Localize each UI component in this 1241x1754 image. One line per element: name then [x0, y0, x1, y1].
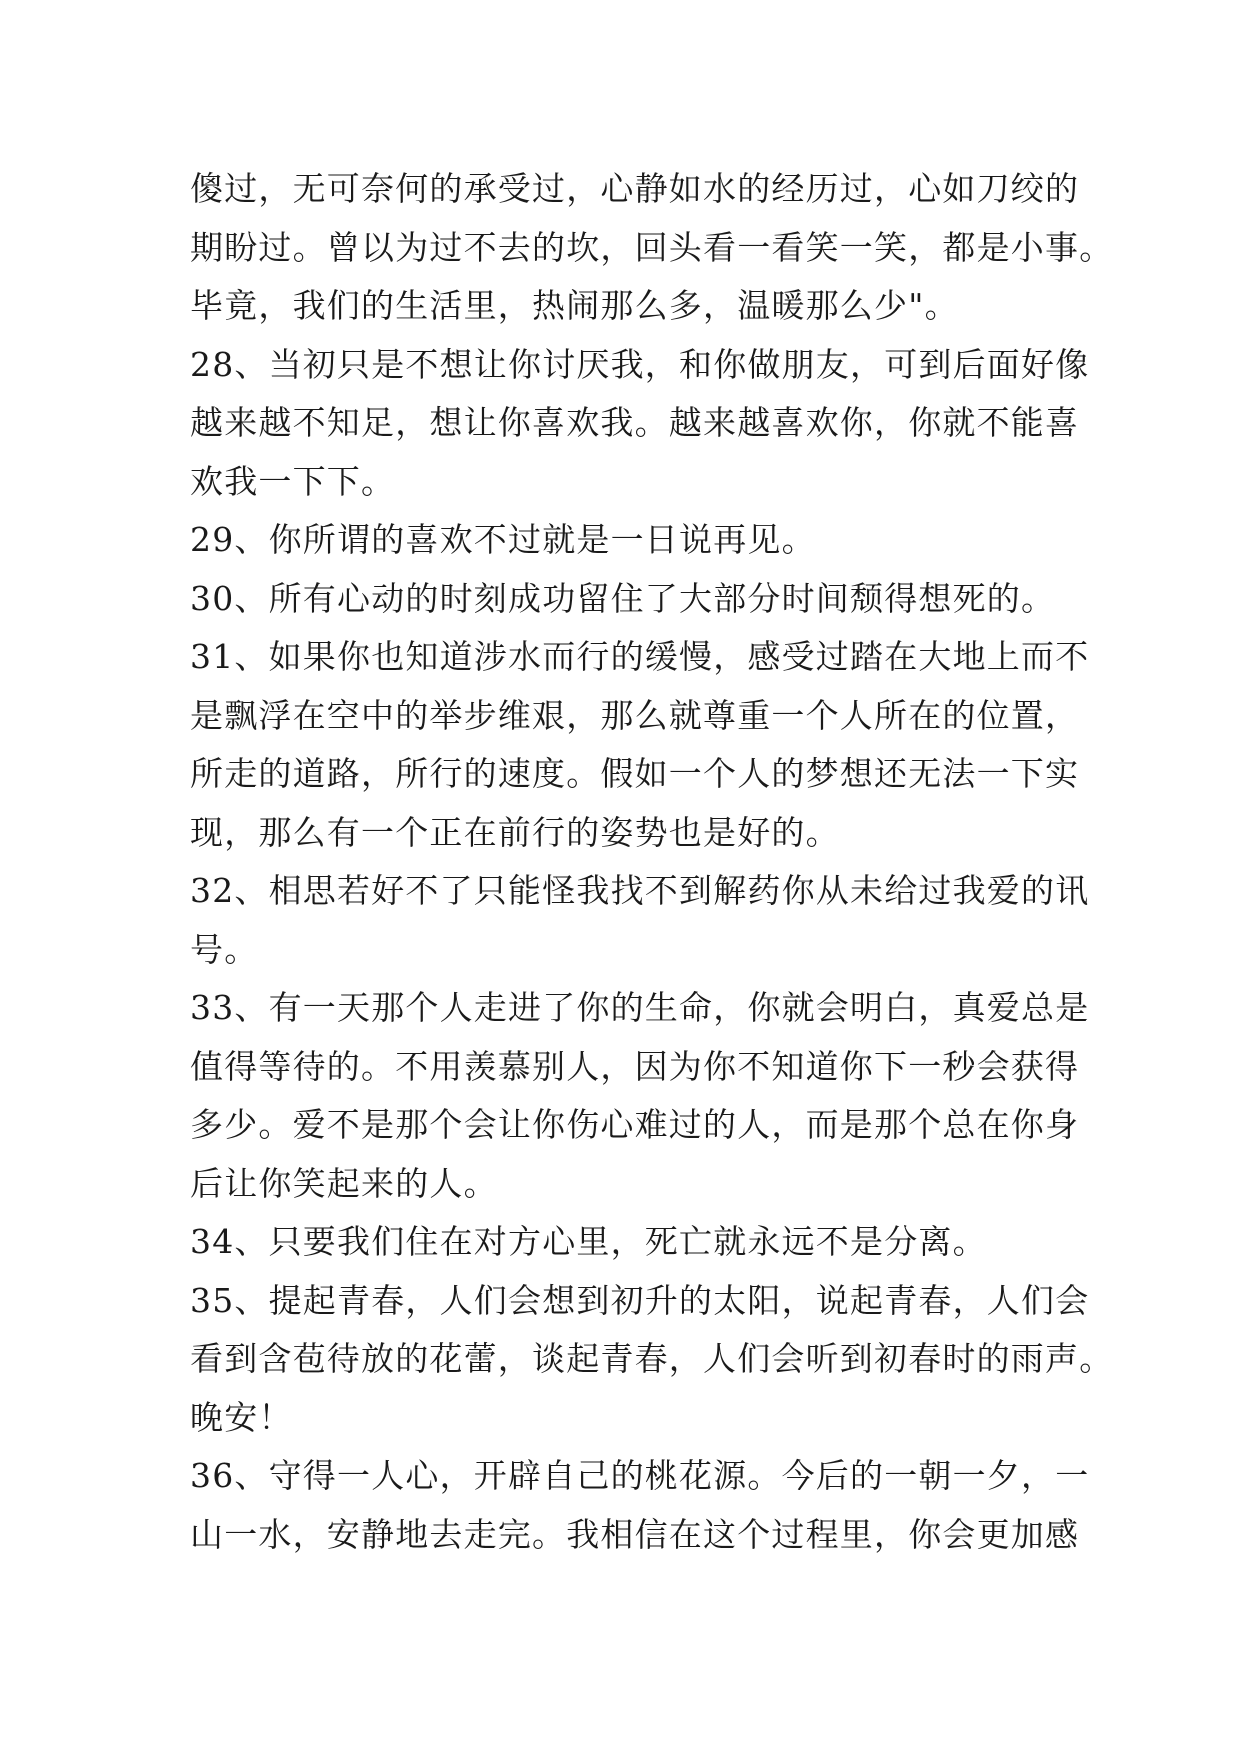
text-line: 28、当初只是不想让你讨厌我，和你做朋友，可到后面好像 — [190, 344, 1090, 384]
text-line: 35、提起青春，人们会想到初升的太阳，说起青春，人们会 — [190, 1280, 1090, 1320]
text-line: 现，那么有一个正在前行的姿势也是好的。 — [190, 812, 840, 852]
text-line: 号。 — [190, 929, 259, 969]
text-line: 多少。爱不是那个会让你伤心难过的人，而是那个总在你身 — [190, 1105, 1080, 1144]
text-line: 后让你笑起来的人。 — [190, 1163, 498, 1203]
text-line: 30、所有心动的时刻成功留住了大部分时间颓得想死的。 — [190, 578, 1056, 618]
text-line: 32、相思若好不了只能怪我找不到解药你从未给过我爱的讯 — [190, 871, 1090, 910]
text-line: 山一水，安静地去走完。我相信在这个过程里，你会更加感 — [190, 1514, 1080, 1554]
text-line: 所走的道路，所行的速度。假如一个人的梦想还无法一下实 — [190, 754, 1080, 793]
text-line: 毕竟，我们的生活里，热闹那么多，温暖那么少"。 — [190, 286, 959, 325]
text-line: 36、守得一人心，开辟自己的桃花源。今后的一朝一夕，一 — [190, 1456, 1090, 1495]
text-line: 33、有一天那个人走进了你的生命，你就会明白，真爱总是 — [190, 988, 1090, 1027]
text-line: 晚安！ — [190, 1397, 293, 1437]
text-line: 傻过，无可奈何的承受过，心静如水的经历过，心如刀绞的 — [190, 169, 1080, 208]
document-body — [190, 160, 1114, 1564]
text-line: 值得等待的。不用羡慕别人，因为你不知道你下一秒会获得 — [190, 1046, 1080, 1086]
text-line: 34、只要我们住在对方心里，死亡就永远不是分离。 — [190, 1222, 987, 1261]
text-line: 是飘浮在空中的举步维艰，那么就尊重一个人所在的位置， — [190, 695, 1080, 735]
text-line: 欢我一下下。 — [190, 461, 396, 501]
text-line: 越来越不知足，想让你喜欢我。越来越喜欢你，你就不能喜 — [190, 403, 1080, 442]
text-line: 看到含苞待放的花蕾，谈起青春，人们会听到初春时的雨声。 — [190, 1339, 1114, 1378]
text-line: 29、你所谓的喜欢不过就是一日说再见。 — [190, 520, 816, 559]
text-line: 期盼过。曾以为过不去的坎，回头看一看笑一笑，都是小事。 — [190, 227, 1114, 267]
text-line: 31、如果你也知道涉水而行的缓慢，感受过踏在大地上而不 — [190, 637, 1090, 676]
